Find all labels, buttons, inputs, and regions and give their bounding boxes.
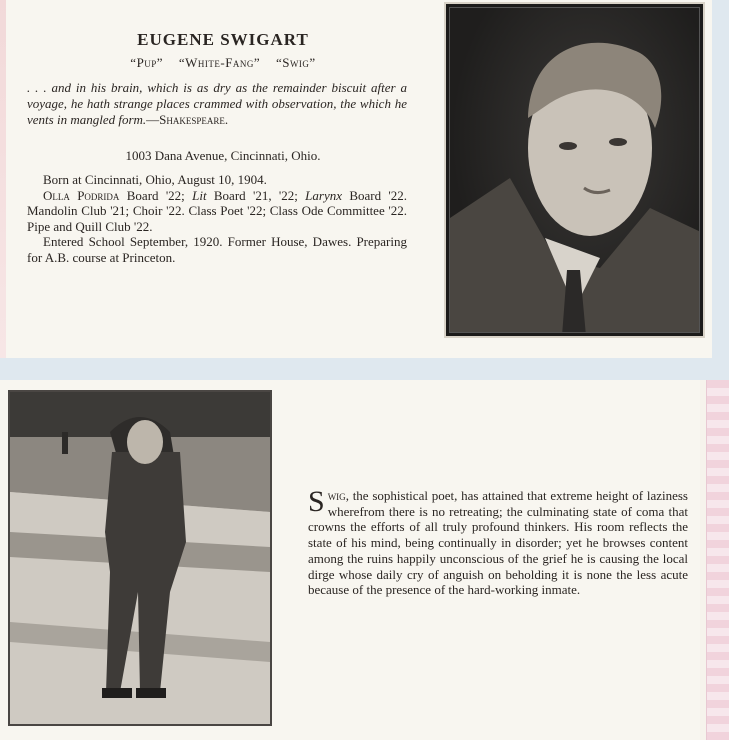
nickname: “Swig” (275, 55, 316, 70)
portrait-image (449, 7, 700, 333)
candid-photo (8, 390, 272, 726)
quote-text: . . . and in his brain, which is as dry as the remainder biscuit after a voyage, he hath strange places crammed with observation, the which he vents in mangled form. (27, 80, 407, 127)
essay-first-word: wig (327, 488, 346, 503)
drop-cap: S (308, 485, 325, 518)
scan-background-strip (712, 0, 729, 358)
activities (27, 188, 407, 235)
essay-text: , the sophistical poet, has attained that extreme height of laziness wherefrom there is no retreating; the culminating state of coma that crowns the efforts of all truly profound thinkers. His room reflects the state of his mind, being continually in disorder; yet he browses content among the ruins happily unconscious of the grief he is causing the local dirge whose daily cry of anguish on beholding it is none the less acute because of the presence of the hard-working inmate. (308, 488, 688, 598)
character-essay (308, 485, 688, 598)
publication-name: Lit (192, 187, 207, 203)
nickname: “White-Fang” (178, 55, 261, 70)
quote-attribution: —Shakespeare. (146, 112, 229, 127)
scan-gap (0, 358, 729, 380)
portrait-figure (450, 8, 700, 333)
activity-text: Board '21, '22; (206, 187, 306, 203)
candid-figure (10, 392, 270, 724)
biography (27, 172, 407, 265)
birth-line: Born at Cincinnati, Ohio, August 10, 1904. (43, 172, 267, 187)
nickname: “Pup” (130, 55, 164, 70)
activity-text: Board '22; (119, 187, 193, 203)
home-address: 1003 Dana Avenue, Cincinnati, Ohio. (125, 148, 321, 163)
publication-name: Larynx (305, 187, 342, 203)
nicknames (0, 55, 446, 71)
publication-name: Olla Podrida (43, 187, 120, 203)
school-entry: Entered School September, 1920. Former House, Dawes. Preparing for A.B. course at Princeton. (27, 234, 407, 265)
activity-text: Board '22. Mandolin Club '21; Choir '22. Class Poet '22; Class Ode Committee '22. Pipe and Quill Club '22. (27, 187, 407, 234)
student-name: EUGENE SWIGART (137, 30, 309, 49)
epigraph-quote (27, 80, 407, 128)
portrait-photo (444, 2, 705, 338)
border-decoration (706, 380, 729, 740)
margin-decoration (0, 0, 6, 358)
